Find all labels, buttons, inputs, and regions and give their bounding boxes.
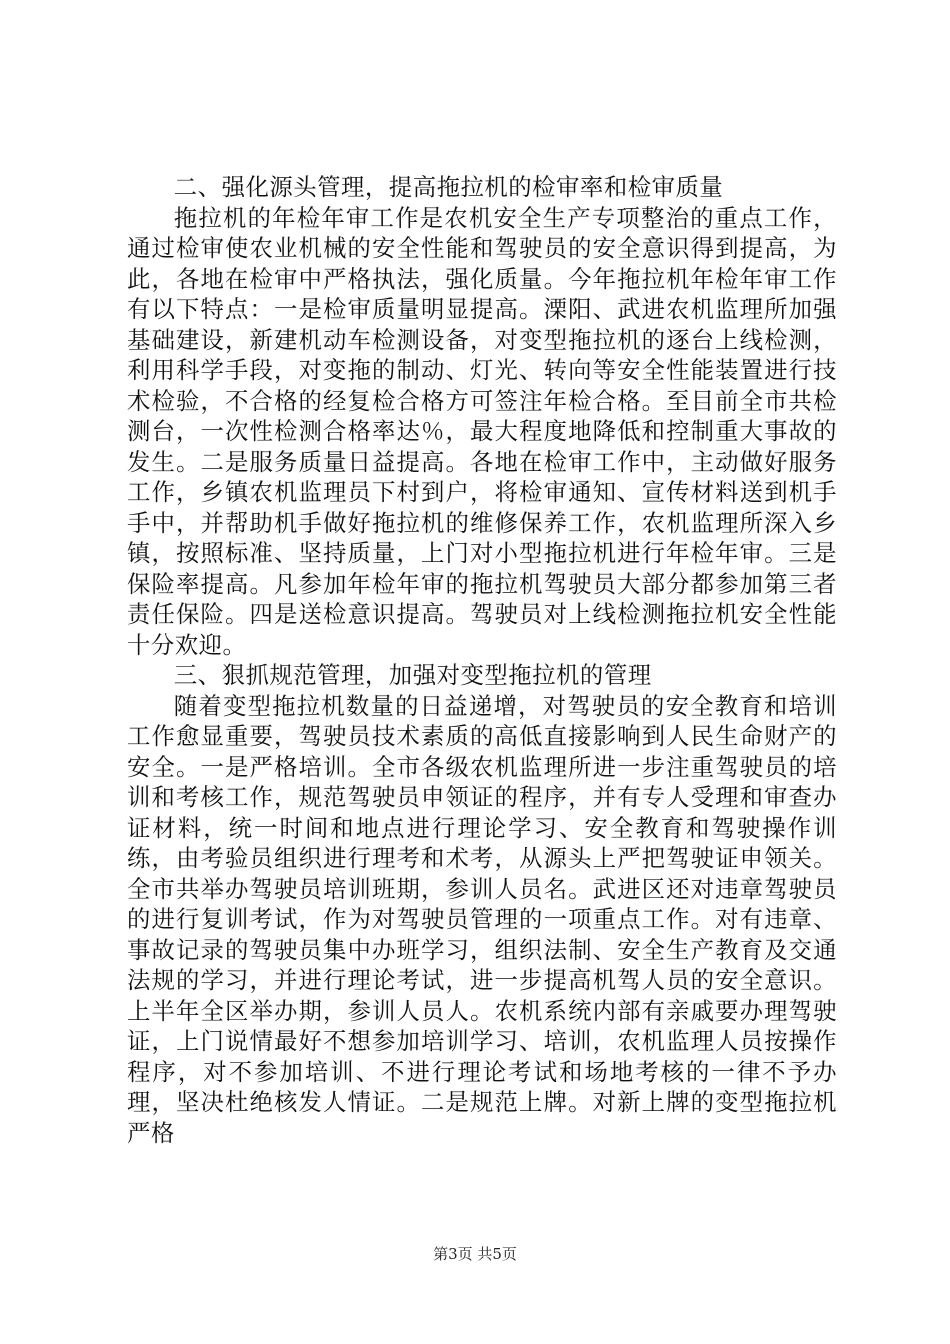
section-heading-3: 三、狠抓规范管理，加强对变型拖拉机的管理 bbox=[173, 661, 652, 689]
document-body bbox=[127, 172, 837, 1148]
page-number-label: 第3页 共5页 bbox=[433, 1245, 517, 1263]
section-paragraph-3: 随着变型拖拉机数量的日益递增，对驾驶员的安全教育和培训工作愈显重要，驾驶员技术素质的高低直接影响到人民生命财产的安全。一是严格培训。全市各级农机监理所进一步注重驾驶员的培训和考核工作，规范驾驶员申领证的程序，并有专人受理和审查办证材料，统一时间和地点进行理论学习、安全教育和驾驶操作训练，由考验员组织进行理考和术考，从源头上严把驾驶证申领关。全市共举办驾驶员培训班期，参训人员名。武进区还对违章驾驶员的进行复训考试，作为对驾驶员管理的一项重点工作。对有违章、事故记录的驾驶员集中办班学习，组织法制、安全生产教育及交通法规的学习，并进行理论考试，进一步提高机驾人员的安全意识。上半年全区举办期，参训人员人。农机系统内部有亲戚要办理驾驶证，上门说情最好不想参加培训学习、培训，农机监理人员按操作程序，对不参加培训、不进行理论考试和场地考核的一律不予办理，坚决杜绝核发人情证。二是规范上牌。对新上牌的变型拖拉机严格 bbox=[127, 691, 837, 1147]
section-heading-2: 二、强化源头管理，提高拖拉机的检审率和检审质量 bbox=[173, 173, 724, 201]
section-paragraph-2: 拖拉机的年检年审工作是农机安全生产专项整治的重点工作，通过检审使农业机械的安全性能和驾驶员的安全意识得到提高，为此，各地在检审中严格执法，强化质量。今年拖拉机年检年审工作有以下特点：一是检审质量明显提高。溧阳、武进农机监理所加强基础建设，新建机动车检测设备，对变型拖拉机的逐台上线检测，利用科学手段，对变拖的制动、灯光、转向等安全性能装置进行技术检验，不合格的经复检合格方可签注年检合格。至目前全市共检测台，一次性检测合格率达％，最大程度地降低和控制重大事故的发生。二是服务质量日益提高。各地在检审工作中，主动做好服务工作，乡镇农机监理员下村到户，将检审通知、宣传材料送到机手手中，并帮助机手做好拖拉机的维修保养工作，农机监理所深入乡镇，按照标准、坚持质量，上门对小型拖拉机进行年检年审。三是保险率提高。凡参加年检年审的拖拉机驾驶员大部分都参加第三者责任保险。四是送检意识提高。驾驶员对上线检测拖拉机安全性能十分欢迎。 bbox=[127, 203, 837, 659]
page-footer bbox=[0, 1244, 950, 1264]
